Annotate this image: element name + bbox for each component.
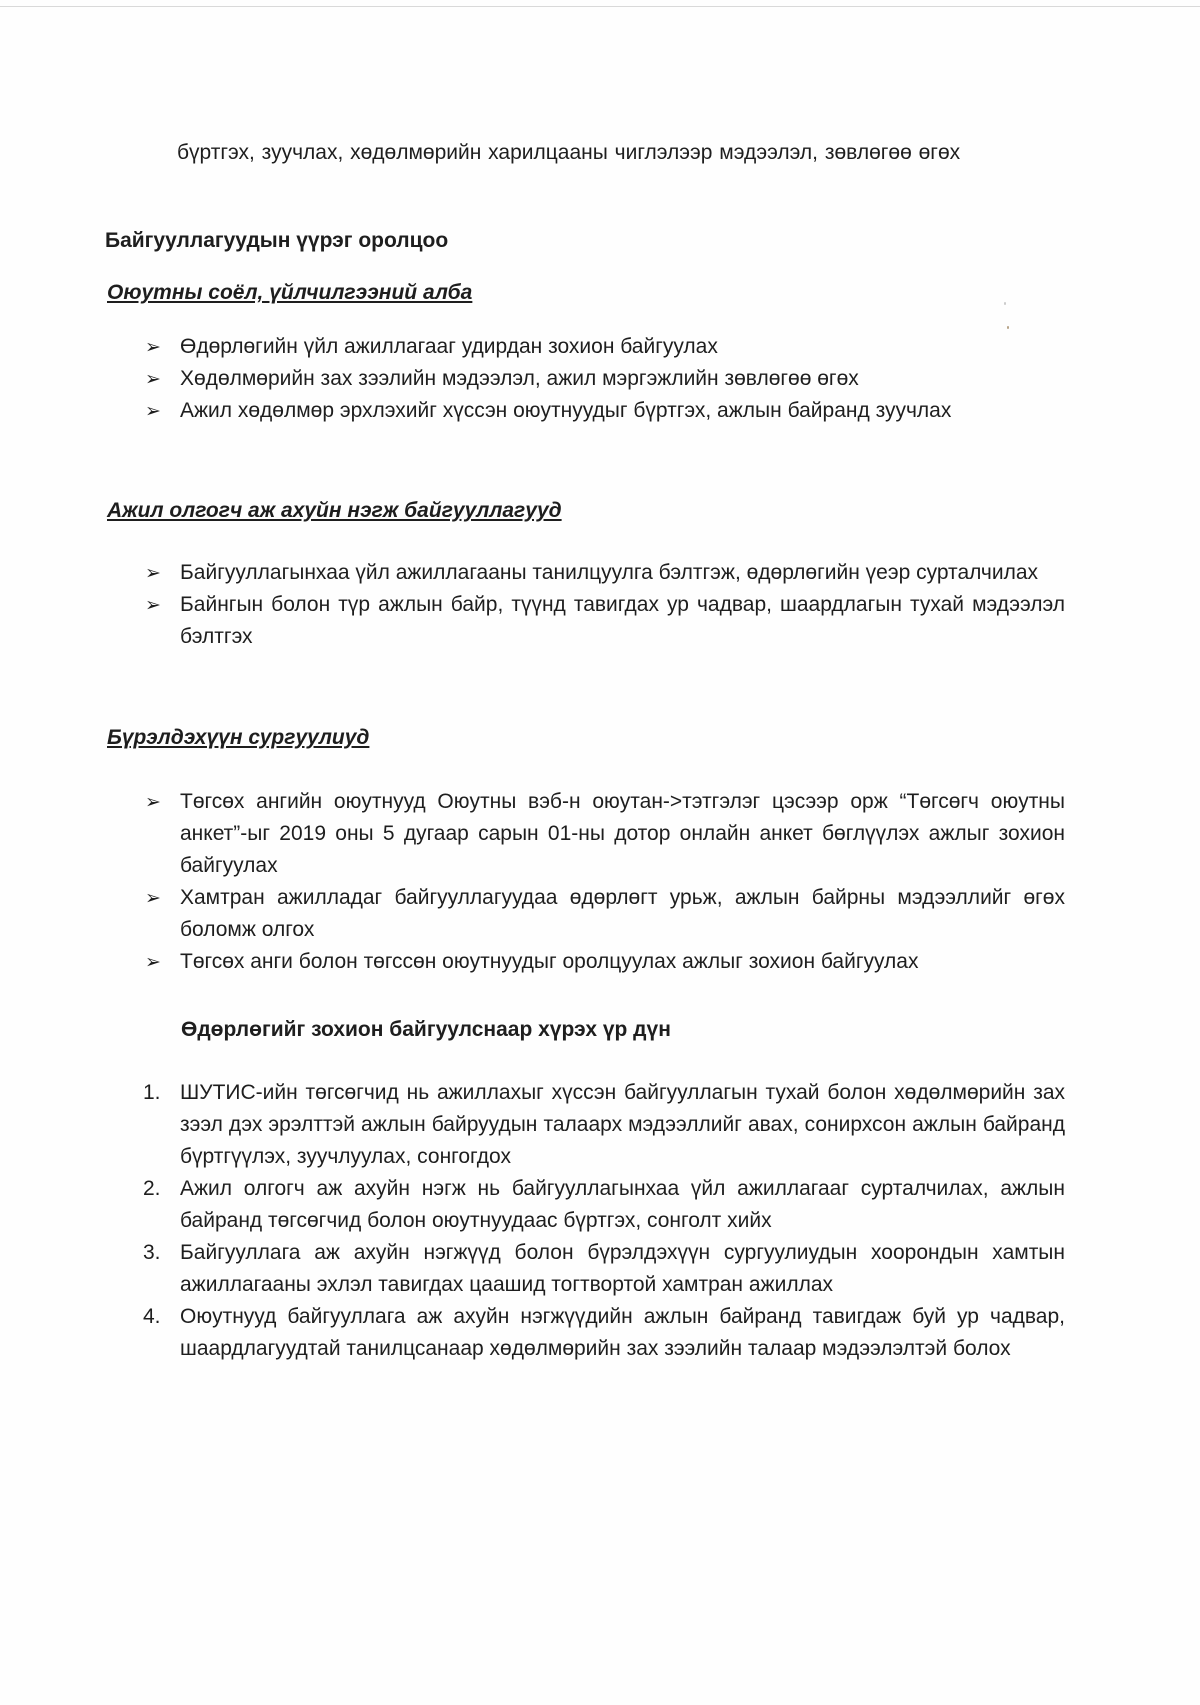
intro-paragraph: бүртгэх, зуучлах, хөдөлмөрийн харилцааны чиглэлээр мэдээлэл, зөвлөгөө өгөх xyxy=(177,141,961,164)
arrowhead-bullet-icon: ➢ xyxy=(145,791,161,813)
arrowhead-bullet-icon: ➢ xyxy=(145,887,161,909)
list-number: 3. xyxy=(143,1241,161,1264)
list-item xyxy=(145,395,1065,427)
list-number: 4. xyxy=(143,1305,161,1328)
list-item-text: Байгууллага аж ахуйн нэгжүүд болон бүрэлдэхүүн сургуулиудын хоорондын хамтын ажиллагааны эхлэл тавигдах цаашид тогтвортой хамтран ажиллах xyxy=(180,1241,1065,1296)
list-item-text: Оюутнууд байгууллага аж ахуйн нэгжүүдийн ажлын байранд тавигдаж буй ур чадвар, шаардлагуудтай танилцсанаар хөдөлмөрийн зах зээлийн талаар мэдээлэлтэй болох xyxy=(180,1305,1065,1360)
list-item-text: Төгсөх анги болон төгссөн оюутнуудыг оролцуулах ажлыг зохион байгуулах xyxy=(180,950,919,973)
scan-speck xyxy=(1004,302,1006,305)
section2-list xyxy=(145,557,1065,653)
list-item xyxy=(145,882,1065,946)
arrowhead-bullet-icon: ➢ xyxy=(145,951,161,973)
scan-speck xyxy=(1007,326,1009,329)
roles-heading: Байгууллагуудын үүрэг оролцоо xyxy=(105,229,449,252)
list-item xyxy=(145,946,1065,978)
arrowhead-bullet-icon: ➢ xyxy=(145,562,161,584)
section2-title: Ажил олгогч аж ахуйн нэгж байгууллагууд xyxy=(107,499,562,522)
list-item-text: Байнгын болон түр ажлын байр, түүнд тавигдах ур чадвар, шаардлагын тухай мэдээлэл бэлтгэх xyxy=(180,593,1065,648)
list-item-text: Төгсөх ангийн оюутнууд Оюутны вэб-н оюутан->тэтгэлэг цэсээр орж “Төгсөгч оюутны анкет”-ыг 2019 оны 5 дугаар сарын 01-ны дотор онлайн анкет бөглүүлэх ажлыг зохион байгуулах xyxy=(180,790,1065,877)
results-list xyxy=(145,1077,1065,1365)
arrowhead-bullet-icon: ➢ xyxy=(145,368,161,390)
list-item xyxy=(145,557,1065,589)
list-item-text: Хөдөлмөрийн зах зээлийн мэдээлэл, ажил мэргэжлийн зөвлөгөө өгөх xyxy=(180,367,859,390)
arrowhead-bullet-icon: ➢ xyxy=(145,336,161,358)
list-item-text: ШУТИС-ийн төгсөгчид нь ажиллахыг хүссэн байгууллагын тухай болон хөдөлмөрийн зах зээл дэх эрэлттэй ажлын байруудын талаарх мэдээллийг авах, сонирхсон ажлын байранд бүртгүүлэх, зуучлуулах, сонгогдох xyxy=(180,1081,1065,1168)
list-item xyxy=(145,1173,1065,1237)
list-item xyxy=(145,331,1065,363)
section3-title: Бүрэлдэхүүн сургуулиуд xyxy=(107,726,370,749)
list-item xyxy=(145,363,1065,395)
list-item-text: Хамтран ажилладаг байгууллагуудаа өдөрлөгт урьж, ажлын байрны мэдээллийг өгөх боломж олгох xyxy=(180,886,1065,941)
list-number: 1. xyxy=(143,1081,161,1104)
list-item xyxy=(145,1301,1065,1365)
section1-list xyxy=(145,331,1065,427)
list-item-text: Байгууллагынхаа үйл ажиллагааны танилцуулга бэлтгэж, өдөрлөгийн үеэр сурталчилах xyxy=(180,561,1039,584)
list-item xyxy=(145,786,1065,882)
list-item-text: Ажил олгогч аж ахуйн нэгж нь байгууллагынхаа үйл ажиллагааг сурталчилах, ажлын байранд төгсөгчид болон оюутнуудаас бүртгэх, сонголт хийх xyxy=(180,1177,1065,1232)
section3-list xyxy=(145,786,1065,978)
arrowhead-bullet-icon: ➢ xyxy=(145,594,161,616)
scan-edge-line xyxy=(0,6,1200,7)
list-number: 2. xyxy=(143,1177,161,1200)
list-item-text: Ажил хөдөлмөр эрхлэхийг хүссэн оюутнуудыг бүртгэх, ажлын байранд зуучлах xyxy=(180,399,952,422)
list-item xyxy=(145,589,1065,653)
list-item xyxy=(145,1237,1065,1301)
section1-title: Оюутны соёл, үйлчилгээний алба xyxy=(107,281,473,304)
list-item-text: Өдөрлөгийн үйл ажиллагааг удирдан зохион байгуулах xyxy=(180,335,718,358)
arrowhead-bullet-icon: ➢ xyxy=(145,400,161,422)
list-item xyxy=(145,1077,1065,1173)
results-title: Өдөрлөгийг зохион байгуулснаар хүрэх үр дүн xyxy=(181,1018,671,1041)
